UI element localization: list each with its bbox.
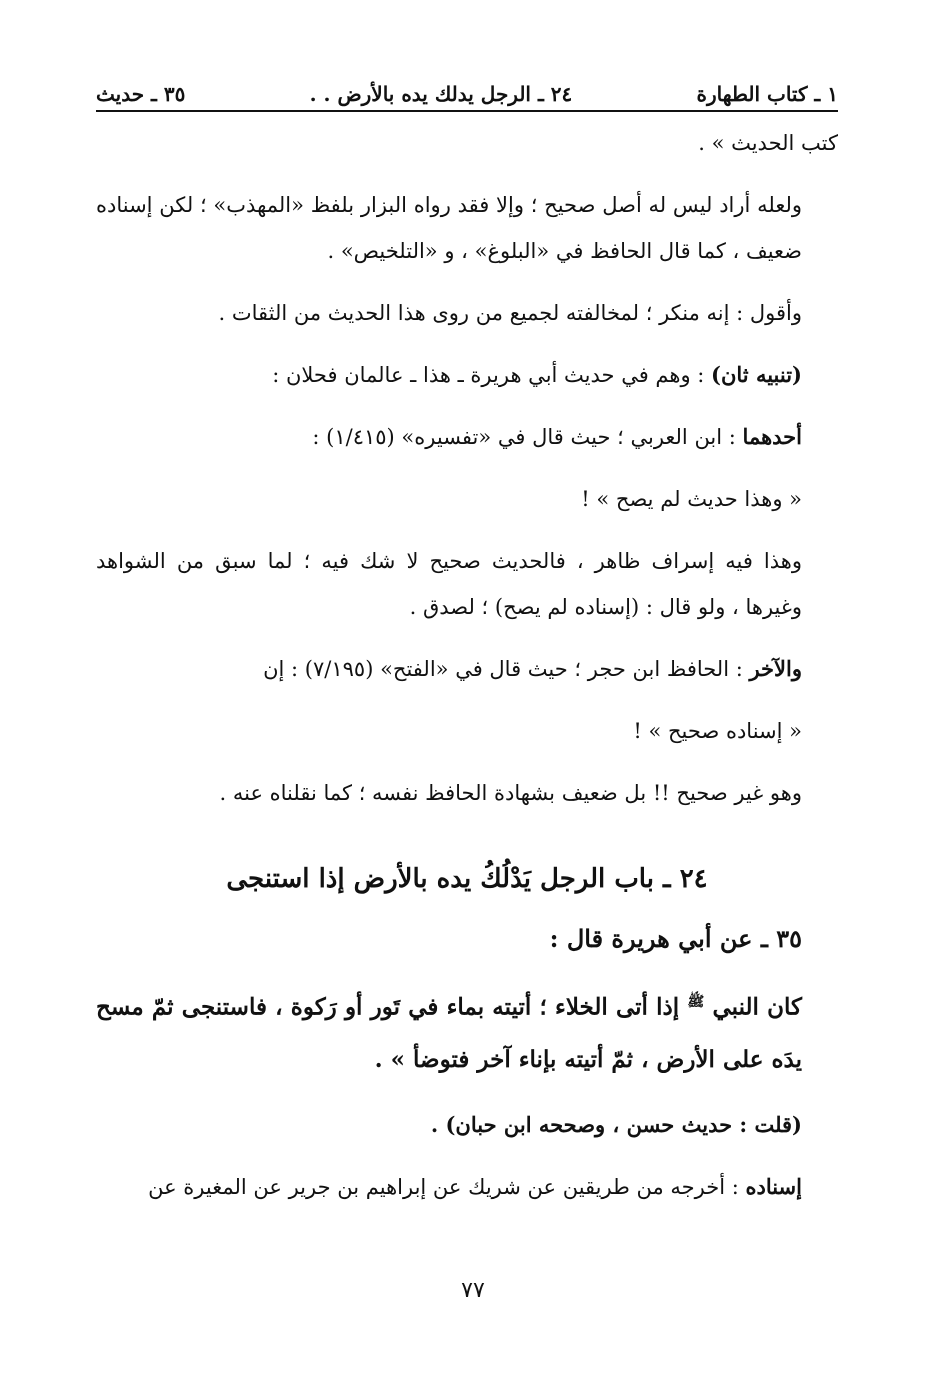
paragraph-4 (96, 352, 838, 398)
paragraph-2: ولعله أراد ليس له أصل صحيح ؛ وإلا فقد رواه البزار بلفظ «المهذب» ؛ لكن إسناده ضعيف ، كما قال الحافظ في «البلوغ» ، و «التلخيص» . (96, 193, 802, 263)
paragraph-6: « وهذا حديث لم يصح » ! (581, 487, 802, 511)
first-scholar-text: : ابن العربي ؛ حيث قال في «تفسيره» (١/٤١٥) : (312, 425, 743, 449)
hadith-text-rest: إذا أتى الخلاء ؛ أتيته بماء في تَور أو رَكوة ، فاستنجى ثمّ مسح يدَه على الأرض ، ثمّ أتيته بإناء آخر فتوضأ » . (96, 993, 802, 1073)
isnad-text: : أخرجه من طريقين عن شريك عن إبراهيم بن جرير عن المغيرة عن (148, 1174, 746, 1199)
header-hadith-number: ٣٥ ـ حديث (96, 82, 186, 106)
page-body (96, 120, 838, 1210)
header-rule (96, 110, 838, 112)
isnad-label: إسناده (745, 1173, 802, 1199)
note-label: (تنبيه ثان) (711, 362, 802, 387)
grading-note: (قلت : حديث حسن ، وصححه ابن حبان) . (430, 1111, 802, 1137)
hadith-number: ٣٥ ـ عن أبي هريرة قال : (549, 924, 802, 953)
salutation-symbol: ﷺ (687, 994, 705, 1010)
running-header (96, 66, 838, 106)
note-text: : وهم في حديث أبي هريرة ـ هذا ـ عالمان فحلان : (272, 363, 712, 387)
paragraph-9: « إسناده صحيح » ! (633, 719, 802, 743)
paragraph-5 (96, 414, 838, 460)
header-book-title: ١ ـ كتاب الطهارة (696, 82, 838, 106)
chapter-heading: ٢٤ ـ باب الرجل يَدْلُكُ يده بالأرض إذا استنجى (226, 864, 708, 894)
paragraph-8 (96, 646, 838, 692)
header-chapter-title: ٢٤ ـ الرجل يدلك يده بالأرض . . (309, 82, 573, 106)
paragraph-3: وأقول : إنه منكر ؛ لمخالفته لجميع من روى هذا الحديث من الثقات . (218, 301, 802, 325)
paragraph-7: وهذا فيه إسراف ظاهر ، فالحديث صحيح لا شك فيه ؛ لما سبق من الشواهد وغيرها ، ولو قال : (إسناده لم يصح) ؛ لصدق . (96, 549, 802, 619)
paragraph-10: وهو غير صحيح !! بل ضعيف بشهادة الحافظ نفسه ؛ كما نقلناه عنه . (219, 781, 802, 805)
paragraph-1: كتب الحديث » . (698, 131, 838, 155)
second-scholar-label: والآخر (749, 656, 802, 681)
page-number: ٧٧ (461, 1278, 485, 1303)
hadith-text (96, 976, 838, 1086)
isnad-paragraph (96, 1164, 838, 1210)
hadith-text-start: كان النبي (712, 993, 802, 1021)
first-scholar-label: أحدهما (742, 424, 802, 449)
second-scholar-text: : الحافظ ابن حجر ؛ حيث قال في «الفتح» (٧/١٩٥) : إن (263, 657, 750, 681)
